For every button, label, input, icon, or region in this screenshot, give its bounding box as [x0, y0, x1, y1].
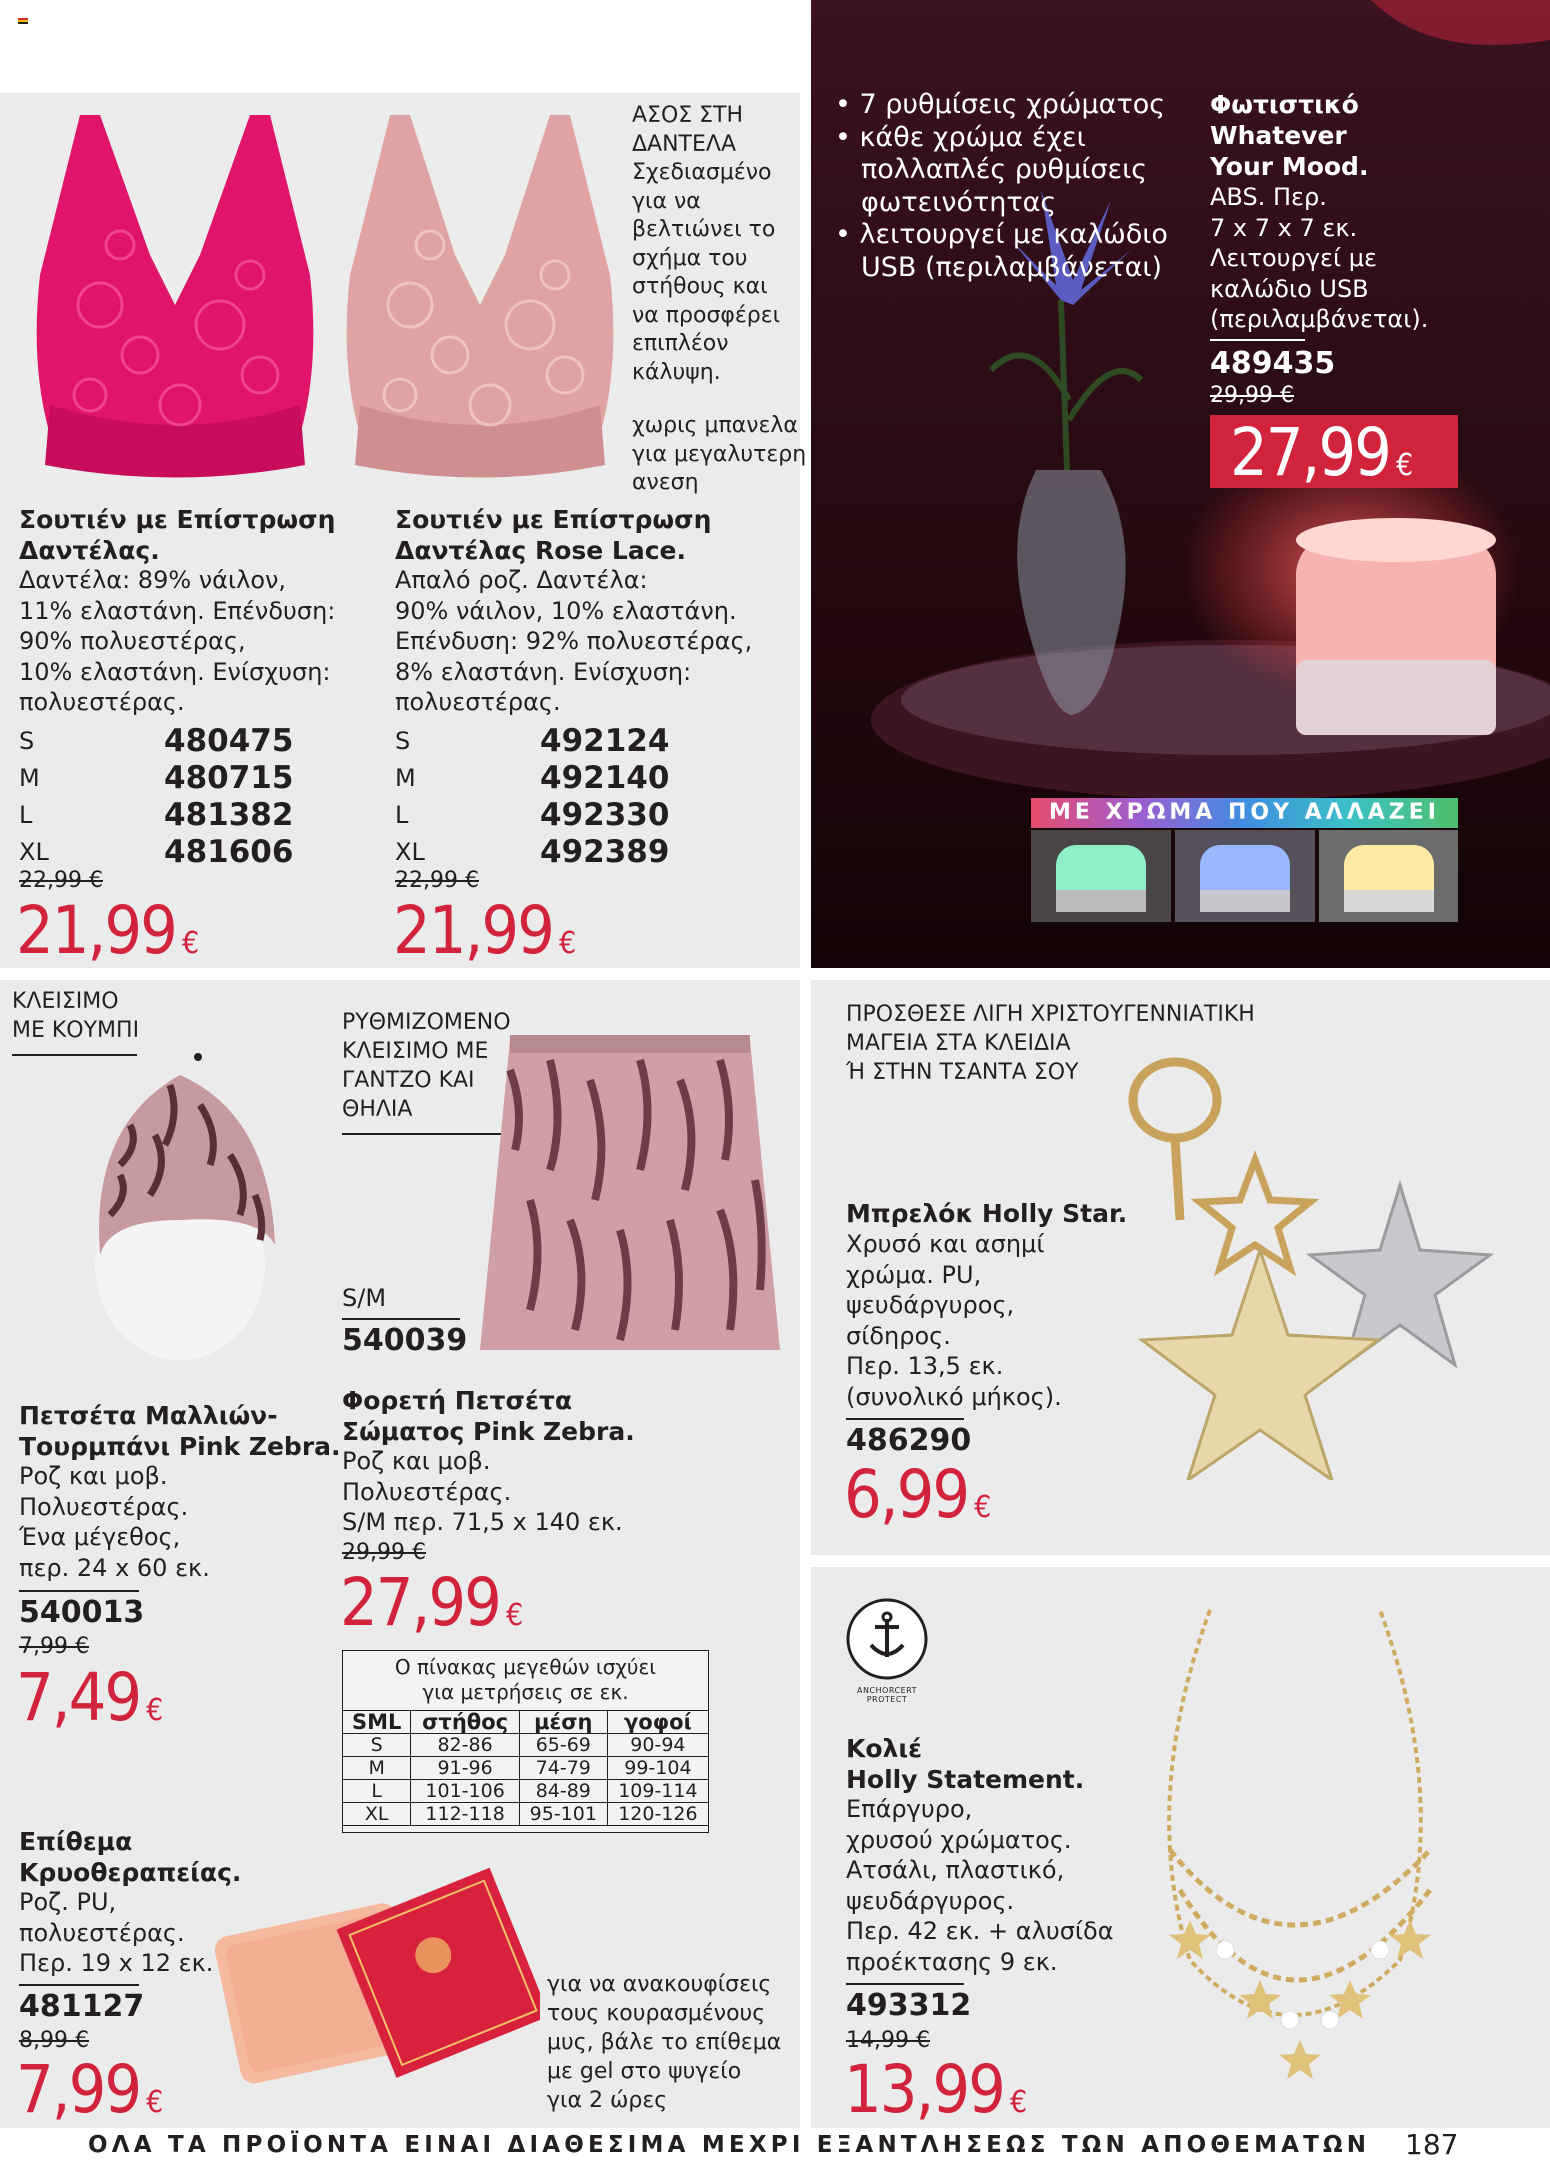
cryo-old-price: 8,99 €: [19, 2028, 89, 2053]
size-row: L 481382: [19, 796, 294, 833]
bra-1-old-price: 22,99 €: [19, 868, 103, 893]
size-row: S 492124: [395, 722, 670, 759]
necklace-description: Επάργυρο, χρυσού χρώματος. Ατσάλι, πλαστικό, ψευδάργυρος. Περ. 42 εκ. + αλυσίδα προέκτασης 9 εκ.: [846, 1795, 1114, 1976]
turban-old-price: 7,99 €: [19, 1634, 89, 1659]
turban-code: 540013: [19, 1595, 145, 1630]
body-towel-callout: ΡΥΘΜΙΖΟΜΕΝΟ ΚΛΕΙΣΙΜΟ ΜΕ ΓΑΝΤΖΟ ΚΑΙ ΘΗΛΙΑ: [342, 1010, 511, 1122]
body-towel-description: Ροζ και μοβ. Πολυεστέρας. S/M περ. 71,5 x 140 εκ.: [342, 1447, 623, 1536]
turban-price: 7,49 €: [16, 1659, 164, 1736]
bra-2-title: Σουτιέν με Επίστρωση Δαντέλας Rose Lace.: [395, 505, 712, 565]
size-table-header: SML στήθος μέση γοφοί: [343, 1711, 709, 1734]
lamp-description: ABS. Περ. 7 x 7 x 7 εκ. Λειτουργεί με καλώδιο USB (περιλαμβάνεται).: [1210, 183, 1429, 333]
table-row: XL 112-118 95-101 120-126: [343, 1803, 709, 1826]
pink-lace-bra-image: [20, 105, 330, 490]
cryo-title: Επίθεμα Κρυοθεραπείας.: [19, 1827, 242, 1887]
page-number: 187: [1405, 2128, 1459, 2161]
availability-footer: ΟΛΑ ΤΑ ΠΡΟΪΟΝΤΑ ΕΙΝΑΙ ΔΙΑΘΕΣΙΜΑ ΜΕΧΡΙ ΕΞΑΝΤΛΗΣΕΩΣ ΤΩΝ ΑΠΟΘΕΜΑΤΩΝ: [88, 2132, 1371, 2158]
necklace-image: [1130, 1600, 1460, 2100]
bra-1-title: Σουτιέν με Επίστρωση Δαντέλας.: [19, 505, 336, 565]
table-row: S 82-86 65-69 90-94: [343, 1734, 709, 1757]
size-row: M 480715: [19, 759, 294, 796]
feature-bullet: • λειτουργεί με καλώδιο: [835, 219, 1168, 250]
turban-divider: [19, 1590, 139, 1592]
size-row: XL 481606: [19, 833, 294, 870]
body-towel-size-line: [342, 1318, 460, 1320]
necklace-code: 493312: [846, 1988, 972, 2023]
lamp-code: 489435: [1210, 346, 1336, 381]
flag-mark: [18, 18, 28, 26]
feature-bullet: • 7 ρυθμίσεις χρώματος: [835, 89, 1166, 120]
body-towel-old-price: 29,99 €: [342, 1540, 426, 1565]
blue-lamp-thumb: [1175, 830, 1315, 922]
bra-1-price: 21,99 €: [16, 892, 200, 969]
necklace-divider: [846, 1983, 964, 1985]
keychain-title: Μπρελόκ Holly Star.: [846, 1199, 1128, 1228]
body-towel-price: 27,99 €: [340, 1564, 524, 1641]
keychain-price: 6,99 €: [844, 1456, 992, 1533]
body-towel-code-top: 540039: [342, 1323, 468, 1358]
necklace-title: Κολιέ Holly Statement.: [846, 1734, 1085, 1794]
table-row: L 101-106 84-89 109-114: [343, 1780, 709, 1803]
turban-callout: ΚΛΕΙΣΙΜΟ ΜΕ ΚΟΥΜΠΙ: [12, 989, 140, 1043]
lace-callout: ΑΣΟΣ ΣΤΗ ΔΑΝΤΕΛΑ Σχεδιασμένο για να βελτιώνει το σχήμα του στήθους και να προσφέρει επιπλέον κάλυψη.: [632, 103, 781, 385]
keychain-code: 486290: [846, 1423, 972, 1458]
lamp-divider: [1210, 339, 1305, 341]
size-row: XL 492389: [395, 833, 670, 870]
necklace-old-price: 14,99 €: [846, 2028, 930, 2053]
bra-2-old-price: 22,99 €: [395, 868, 479, 893]
green-lamp-thumb: [1031, 830, 1171, 922]
body-towel-title: Φορετή Πετσέτα Σώματος Pink Zebra.: [342, 1386, 635, 1446]
cryo-divider: [19, 1984, 139, 1986]
keychain-description: Χρυσό και ασημί χρώμα. PU, ψευδάργυρος, σίδηρος. Περ. 13,5 εκ. (συνολικό μήκος).: [846, 1230, 1062, 1411]
bra-2-size-codes: [395, 722, 669, 870]
cryo-code: 481127: [19, 1989, 145, 2024]
rose-lace-bra-image: [335, 105, 625, 490]
turban-description: Ροζ και μοβ. Πολυεστέρας. Ένα μέγεθος, περ. 24 x 60 εκ.: [19, 1462, 210, 1582]
cryo-tip: για να ανακουφίσεις τους κουρασμένους μυς, βάλε το επίθεμα με gel στο ψυγείο για 2 ώρες: [547, 1972, 782, 2113]
cryo-pack-image: [210, 1860, 540, 2085]
yellow-lamp-thumb: [1319, 830, 1458, 922]
feature-bullet: • κάθε χρώμα έχει: [835, 121, 1086, 153]
size-row: S 480475: [19, 722, 294, 759]
size-row: M 492140: [395, 759, 670, 796]
turban-image: [60, 1045, 300, 1365]
size-table-caption: Ο πίνακας μεγεθών ισχύει για μετρήσεις σε εκ.: [394, 1655, 657, 1704]
size-row: L 492330: [395, 796, 670, 833]
color-change-banner-text: ΜΕ ΧΡΩΜΑ ΠΟΥ ΑΛΛΑΖΕΙ: [1049, 800, 1440, 825]
bra-1-description: Δαντέλα: 89% νάιλον, 11% ελαστάνη. Επένδυση: 90% πολυεστέρας, 10% ελαστάνη. Ενίσχυση: πολυεστέρας.: [19, 566, 336, 716]
bra-2-price: 21,99 €: [393, 892, 577, 969]
body-towel-image: [470, 1030, 790, 1360]
keychain-divider: [846, 1418, 964, 1420]
turban-title: Πετσέτα Μαλλιών- Τουρμπάνι Pink Zebra.: [19, 1401, 341, 1461]
bra-2-description: Απαλό ροζ. Δαντέλα: 90% νάιλον, 10% ελαστάνη. Επένδυση: 92% πολυεστέρας, 8% ελαστάνη. Ενίσχυση: πολυεστέρας.: [395, 566, 753, 716]
lamp-features: • 7 ρυθμίσεις χρώματος • κάθε χρώμα έχει πολλαπλές ρυθμίσεις φωτεινότητας • λειτουργεί με καλώδιο USB (περιλαμβάνεται): [835, 89, 1168, 283]
anchorcert-badge-text: ANCHORCERT PROTECT: [856, 1686, 918, 1704]
table-row: M 91-96 74-79 99-104: [343, 1757, 709, 1780]
keychain-callout: ΠΡΟΣΘΕΣΕ ΛΙΓΗ ΧΡΙΣΤΟΥΓΕΝΝΙΑΤΙΚΗ ΜΑΓΕΙΑ ΣΤΑ ΚΛΕΙΔΙΑ Ή ΣΤΗΝ ΤΣΑΝΤΑ ΣΟΥ: [846, 1002, 1255, 1085]
cryo-description: Ροζ. PU, πολυεστέρας. Περ. 19 x 12 εκ.: [19, 1888, 214, 1977]
necklace-price: 13,99 €: [844, 2051, 1028, 2128]
star-keychain-image: [1060, 1050, 1500, 1480]
cryo-price: 7,99 €: [16, 2051, 164, 2128]
comfort-callout: χωρις μπανελα για μεγαλυτερη ανεση: [632, 413, 807, 495]
lamp-title: Φωτιστικό Whatever Your Mood.: [1210, 90, 1369, 181]
bra-1-size-codes: [19, 722, 293, 870]
anchorcert-badge: [845, 1597, 929, 1681]
lamp-old-price: 29,99 €: [1210, 383, 1294, 408]
lamp-price: 27,99 €: [1230, 414, 1414, 491]
size-table: [342, 1710, 709, 1826]
body-towel-size-label: S/M: [342, 1284, 387, 1312]
